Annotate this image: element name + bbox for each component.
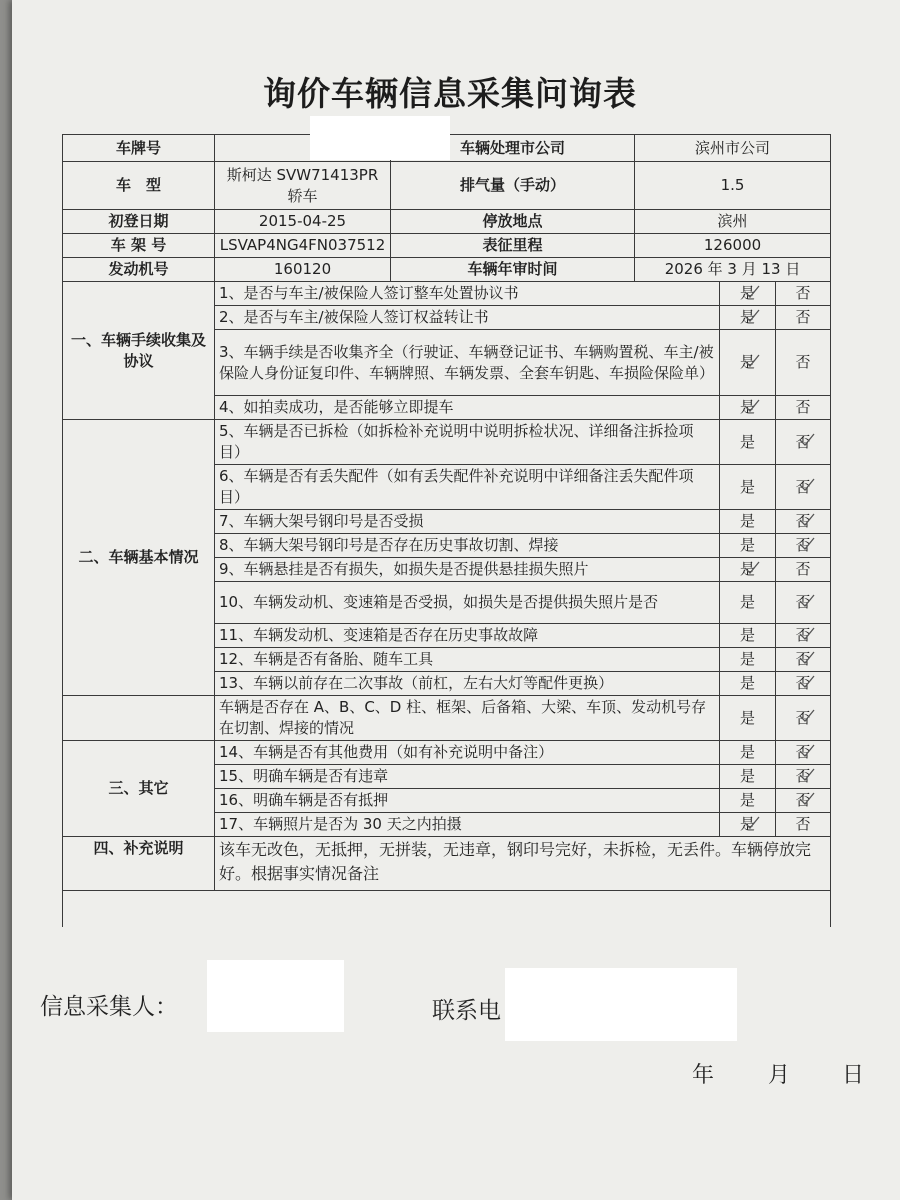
inquiry-form-table — [62, 134, 831, 927]
collector-label: 信息采集人： — [40, 994, 178, 1020]
question-text: 10、车辆发动机、变速箱是否受损，如损失是否提供损失照片是否 — [215, 582, 720, 624]
no-option[interactable] — [776, 648, 831, 672]
date-month-label: 月 — [768, 1063, 791, 1088]
form-title: 询价车辆信息采集问询表 — [263, 74, 637, 113]
signature-area — [63, 891, 831, 927]
section-title: 二、车辆基本情况 — [63, 420, 215, 696]
yes-option[interactable] — [720, 672, 776, 696]
yes-option[interactable] — [720, 696, 776, 741]
company-value: 滨州市公司 — [635, 135, 831, 162]
date-day-label: 日 — [842, 1063, 865, 1088]
parking-label: 停放地点 — [391, 210, 635, 234]
yes-label: 是 — [740, 560, 756, 578]
question-text: 8、车辆大架号钢印号是否存在历史事故切割、焊接 — [215, 534, 720, 558]
no-option[interactable] — [776, 624, 831, 648]
date-year-label: 年 — [692, 1063, 715, 1088]
yes-label: 是 — [740, 791, 756, 809]
yes-label: 是 — [740, 650, 756, 668]
plate-label: 车牌号 — [63, 135, 215, 162]
no-option[interactable] — [776, 672, 831, 696]
no-label: 否 — [795, 477, 811, 496]
no-label: 否 — [795, 767, 811, 785]
no-option[interactable] — [776, 534, 831, 558]
yes-label: 是 — [740, 674, 756, 692]
reg-date-value: 2015-04-25 — [215, 210, 391, 234]
no-label: 否 — [795, 536, 811, 554]
no-option[interactable] — [776, 330, 831, 396]
no-option[interactable] — [776, 789, 831, 813]
yes-option[interactable] — [720, 534, 776, 558]
yes-label: 是 — [740, 432, 756, 451]
yes-label: 是 — [740, 398, 756, 416]
no-option[interactable] — [776, 306, 831, 330]
yes-label: 是 — [740, 767, 756, 785]
question-text: 车辆是否存在 A、B、C、D 柱、框架、后备箱、大梁、车顶、发动机号存在切割、焊接的情况 — [215, 696, 720, 741]
question-text: 12、车辆是否有备胎、随车工具 — [215, 648, 720, 672]
question-row — [63, 282, 831, 306]
section-title — [63, 696, 215, 741]
vin-value: LSVAP4NG4FN037512 — [215, 234, 391, 258]
no-option[interactable] — [776, 420, 831, 465]
remarks-text: 该车无改色，无抵押，无拼装，无违章，钢印号完好，未拆检，无丢件。车辆停放完好。根据事实情况备注 — [215, 837, 831, 891]
yes-option[interactable] — [720, 624, 776, 648]
yes-label: 是 — [740, 743, 756, 761]
no-option[interactable] — [776, 396, 831, 420]
question-text: 5、车辆是否已拆检（如拆检补充说明中说明拆检状况、详细备注拆捡项目） — [215, 420, 720, 465]
yes-option[interactable] — [720, 789, 776, 813]
yes-option[interactable] — [720, 510, 776, 534]
yes-option[interactable] — [720, 465, 776, 510]
no-label: 否 — [795, 791, 811, 809]
no-label: 否 — [795, 284, 811, 302]
question-text: 16、明确车辆是否有抵押 — [215, 789, 720, 813]
yes-label: 是 — [740, 477, 756, 496]
question-text: 1、是否与车主/被保险人签订整车处置协议书 — [215, 282, 720, 306]
yes-option[interactable] — [720, 813, 776, 837]
yes-label: 是 — [740, 626, 756, 644]
no-option[interactable] — [776, 765, 831, 789]
section-title: 一、车辆手续收集及协议 — [63, 282, 215, 420]
no-option[interactable] — [776, 465, 831, 510]
yes-option[interactable] — [720, 282, 776, 306]
remarks-label: 四、补充说明 — [63, 837, 215, 891]
model-label: 车 型 — [63, 162, 215, 210]
displacement-value: 1.5 — [635, 162, 831, 210]
yes-option[interactable] — [720, 306, 776, 330]
inspection-value: 2026 年 3 月 13 日 — [635, 258, 831, 282]
parking-value: 滨州 — [635, 210, 831, 234]
no-label: 否 — [795, 674, 811, 692]
no-label: 否 — [795, 626, 811, 644]
redacted-plate-number — [310, 116, 450, 160]
yes-option[interactable] — [720, 558, 776, 582]
question-row — [63, 696, 831, 741]
question-text: 11、车辆发动机、变速箱是否存在历史事故故障 — [215, 624, 720, 648]
no-option[interactable] — [776, 582, 831, 624]
question-text: 15、明确车辆是否有违章 — [215, 765, 720, 789]
question-text: 14、车辆是否有其他费用（如有补充说明中备注） — [215, 741, 720, 765]
question-row — [63, 741, 831, 765]
mileage-value: 126000 — [635, 234, 831, 258]
no-label: 否 — [795, 432, 811, 451]
yes-option[interactable] — [720, 648, 776, 672]
inspection-label: 车辆年审时间 — [391, 258, 635, 282]
yes-label: 是 — [740, 284, 756, 302]
no-label: 否 — [795, 650, 811, 668]
yes-label: 是 — [740, 593, 756, 611]
yes-option[interactable] — [720, 330, 776, 396]
no-option[interactable] — [776, 813, 831, 837]
no-label: 否 — [795, 593, 811, 611]
question-text: 13、车辆以前存在二次事故（前杠，左右大灯等配件更换） — [215, 672, 720, 696]
yes-option[interactable] — [720, 765, 776, 789]
question-text: 17、车辆照片是否为 30 天之内拍摄 — [215, 813, 720, 837]
no-label: 否 — [795, 815, 811, 833]
section-title: 三、其它 — [63, 741, 215, 837]
mileage-label: 表征里程 — [391, 234, 635, 258]
no-label: 否 — [795, 353, 811, 371]
no-option[interactable] — [776, 282, 831, 306]
reg-date-label: 初登日期 — [63, 210, 215, 234]
question-row — [63, 420, 831, 465]
no-option[interactable] — [776, 741, 831, 765]
yes-label: 是 — [740, 708, 756, 727]
question-text: 9、车辆悬挂是否有损失，如损失是否提供悬挂损失照片 — [215, 558, 720, 582]
redacted-contact-number — [505, 968, 737, 1041]
yes-option[interactable] — [720, 396, 776, 420]
vin-label: 车 架 号 — [63, 234, 215, 258]
no-option[interactable] — [776, 510, 831, 534]
question-text: 6、车辆是否有丢失配件（如有丢失配件补充说明中详细备注丢失配件项目） — [215, 465, 720, 510]
yes-label: 是 — [740, 815, 756, 833]
yes-option[interactable] — [720, 741, 776, 765]
no-label: 否 — [795, 743, 811, 761]
company-label: 车辆处理市公司 — [391, 135, 635, 162]
question-text: 3、车辆手续是否收集齐全（行驶证、车辆登记证书、车辆购置税、车主/被保险人身份证复印件、车辆牌照、车辆发票、全套车钥匙、车损险保险单） — [215, 330, 720, 396]
displacement-label: 排气量（手动） — [391, 162, 635, 210]
no-option[interactable] — [776, 558, 831, 582]
no-label: 否 — [795, 708, 811, 727]
yes-label: 是 — [740, 308, 756, 326]
no-option[interactable] — [776, 696, 831, 741]
redacted-collector-name — [207, 960, 344, 1032]
yes-option[interactable] — [720, 582, 776, 624]
yes-label: 是 — [740, 536, 756, 554]
no-label: 否 — [795, 308, 811, 326]
question-text: 7、车辆大架号钢印号是否受损 — [215, 510, 720, 534]
no-label: 否 — [795, 512, 811, 530]
question-text: 2、是否与车主/被保险人签订权益转让书 — [215, 306, 720, 330]
no-label: 否 — [795, 398, 811, 416]
question-text: 4、如拍卖成功，是否能够立即提车 — [215, 396, 720, 420]
engine-value: 160120 — [215, 258, 391, 282]
contact-label: 联系电 — [432, 998, 501, 1024]
no-label: 否 — [795, 560, 811, 578]
yes-option[interactable] — [720, 420, 776, 465]
yes-label: 是 — [740, 512, 756, 530]
model-value: 斯柯达 SVW71413PR 轿车 — [215, 162, 391, 210]
engine-label: 发动机号 — [63, 258, 215, 282]
yes-label: 是 — [740, 353, 756, 371]
